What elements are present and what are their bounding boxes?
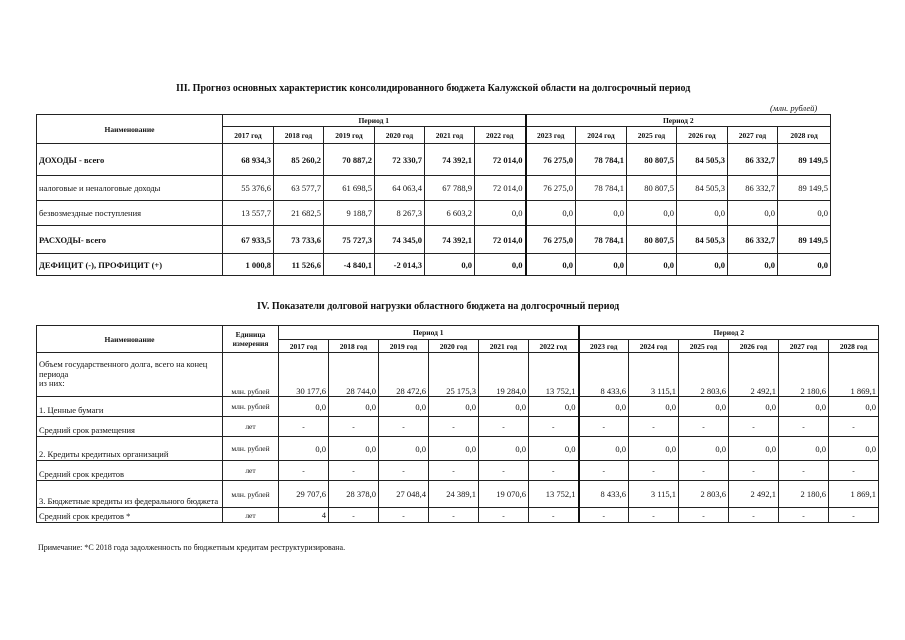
cell-value: 0,0: [829, 437, 879, 461]
cell-value: 76 275,0: [526, 176, 576, 201]
row-name: Объем государственного долга, всего на конец периода: [39, 358, 208, 379]
row-unit: лет: [223, 417, 279, 437]
cell-value: 0,0: [479, 397, 529, 417]
cell-value: 84 505,3: [677, 226, 728, 254]
cell-value: 0,0: [279, 397, 329, 417]
cell-value: 6 603,2: [425, 201, 475, 226]
header-period1: Период 1: [279, 326, 579, 340]
cell-value: -: [729, 417, 779, 437]
cell-value: -: [579, 417, 629, 437]
cell-value: 72 330,7: [375, 144, 425, 176]
row-unit: лет: [223, 508, 279, 523]
cell-value: 0,0: [529, 397, 579, 417]
cell-value: 0,0: [379, 437, 429, 461]
cell-value: 27 048,4: [379, 481, 429, 508]
row-unit: лет: [223, 461, 279, 481]
cell-value: 67 788,9: [425, 176, 475, 201]
cell-value: 13 752,1: [529, 353, 579, 397]
cell-value: -: [479, 461, 529, 481]
table-row: [37, 397, 879, 417]
cell-value: 0,0: [429, 437, 479, 461]
cell-value: 3 115,1: [629, 481, 679, 508]
section4-title: IV. Показатели долговой нагрузки областного бюджета на долгосрочный период: [257, 301, 620, 312]
year-header: 2019 год: [379, 340, 429, 353]
cell-value: 0,0: [475, 201, 526, 226]
cell-value: 0,0: [728, 254, 778, 276]
cell-value: -: [829, 417, 879, 437]
year-header: 2021 год: [479, 340, 529, 353]
footnote: Примечание: *С 2018 года задолженность по бюджетным кредитам реструктуризирована.: [38, 543, 346, 552]
cell-value: 9 188,7: [324, 201, 375, 226]
cell-value: 1 869,1: [829, 481, 879, 508]
cell-value: 0,0: [729, 437, 779, 461]
cell-value: 29 707,6: [279, 481, 329, 508]
table-row: [37, 481, 879, 508]
cell-value: 70 887,2: [324, 144, 375, 176]
debt-load-table: [36, 325, 879, 523]
cell-value: 2 803,6: [679, 481, 729, 508]
cell-value: 0,0: [677, 201, 728, 226]
cell-value: 78 784,1: [576, 226, 627, 254]
year-header: 2017 год: [223, 127, 274, 144]
table-row: [37, 144, 831, 176]
row-unit: млн. рублей: [223, 353, 279, 397]
row-sub-label: из них:: [39, 378, 65, 389]
cell-value: 74 392,1: [425, 144, 475, 176]
cell-value: 19 284,0: [479, 353, 529, 397]
cell-value: -: [529, 508, 579, 523]
cell-value: 2 180,6: [779, 481, 829, 508]
cell-value: -: [679, 461, 729, 481]
year-header: 2025 год: [627, 127, 677, 144]
cell-value: 72 014,0: [475, 226, 526, 254]
year-header: 2022 год: [475, 127, 526, 144]
table-row: [37, 461, 879, 481]
cell-value: 0,0: [576, 201, 627, 226]
cell-value: 3 115,1: [629, 353, 679, 397]
table-row: [37, 176, 831, 201]
cell-value: 80 807,5: [627, 176, 677, 201]
table-row: [37, 226, 831, 254]
cell-value: 11 526,6: [274, 254, 324, 276]
cell-value: 86 332,7: [728, 144, 778, 176]
cell-value: 0,0: [479, 437, 529, 461]
year-header: 2023 год: [526, 127, 576, 144]
cell-value: 84 505,3: [677, 144, 728, 176]
cell-value: 0,0: [579, 437, 629, 461]
cell-value: 0,0: [679, 397, 729, 417]
cell-value: -: [729, 508, 779, 523]
year-header: 2024 год: [629, 340, 679, 353]
year-header: 2019 год: [324, 127, 375, 144]
row-name: Средний срок кредитов *: [39, 511, 131, 522]
cell-value: -: [379, 461, 429, 481]
cell-value: -: [829, 508, 879, 523]
cell-value: 74 392,1: [425, 226, 475, 254]
cell-value: -: [629, 461, 679, 481]
cell-value: -: [429, 508, 479, 523]
cell-value: -: [529, 417, 579, 437]
cell-value: 2 492,1: [729, 481, 779, 508]
cell-value: 89 149,5: [778, 226, 831, 254]
year-header: 2018 год: [329, 340, 379, 353]
header-name: Наименование: [37, 115, 223, 144]
cell-value: -: [379, 417, 429, 437]
cell-value: 63 577,7: [274, 176, 324, 201]
header-period2: Период 2: [579, 326, 879, 340]
cell-value: 1 000,8: [223, 254, 274, 276]
section3-title: III. Прогноз основных характеристик консолидированного бюджета Калужской области на долгосрочный период: [176, 83, 691, 94]
cell-value: 72 014,0: [475, 176, 526, 201]
cell-value: 0,0: [579, 397, 629, 417]
cell-value: 4: [279, 508, 329, 523]
cell-value: -: [429, 461, 479, 481]
budget-forecast-table: [36, 114, 831, 276]
cell-value: 0,0: [627, 201, 677, 226]
cell-value: 0,0: [379, 397, 429, 417]
year-header: 2021 год: [425, 127, 475, 144]
header-period2: Период 2: [526, 115, 831, 127]
cell-value: 75 727,3: [324, 226, 375, 254]
cell-value: 64 063,4: [375, 176, 425, 201]
cell-value: 86 332,7: [728, 176, 778, 201]
year-header: 2017 год: [279, 340, 329, 353]
cell-value: 0,0: [729, 397, 779, 417]
cell-value: 2 492,1: [729, 353, 779, 397]
cell-value: 1 869,1: [829, 353, 879, 397]
row-name: ДЕФИЦИТ (-), ПРОФИЦИТ (+): [37, 254, 223, 276]
cell-value: 74 345,0: [375, 226, 425, 254]
cell-value: -: [779, 508, 829, 523]
cell-value: 25 175,3: [429, 353, 479, 397]
cell-value: 8 433,6: [579, 481, 629, 508]
cell-value: 0,0: [679, 437, 729, 461]
cell-value: 0,0: [778, 201, 831, 226]
row-name: 2. Кредиты кредитных организаций: [39, 449, 169, 460]
table-row: [37, 417, 879, 437]
cell-value: 89 149,5: [778, 176, 831, 201]
cell-value: 8 267,3: [375, 201, 425, 226]
cell-value: -: [379, 508, 429, 523]
row-name: РАСХОДЫ- всего: [37, 226, 223, 254]
cell-value: 61 698,5: [324, 176, 375, 201]
cell-value: -: [729, 461, 779, 481]
cell-value: 0,0: [526, 254, 576, 276]
cell-value: -: [829, 461, 879, 481]
cell-value: -: [679, 508, 729, 523]
year-header: 2026 год: [677, 127, 728, 144]
cell-value: 21 682,5: [274, 201, 324, 226]
cell-value: -: [329, 417, 379, 437]
cell-value: 72 014,0: [475, 144, 526, 176]
cell-value: -: [629, 417, 679, 437]
cell-value: 0,0: [576, 254, 627, 276]
cell-value: 0,0: [829, 397, 879, 417]
table-row: [37, 201, 831, 226]
cell-value: 0,0: [778, 254, 831, 276]
cell-value: -: [579, 461, 629, 481]
row-unit: млн. рублей: [223, 397, 279, 417]
cell-value: 30 177,6: [279, 353, 329, 397]
cell-value: 2 180,6: [779, 353, 829, 397]
cell-value: 86 332,7: [728, 226, 778, 254]
cell-value: 19 070,6: [479, 481, 529, 508]
cell-value: 28 378,0: [329, 481, 379, 508]
year-header: 2022 год: [529, 340, 579, 353]
cell-value: 0,0: [779, 437, 829, 461]
cell-value: 0,0: [425, 254, 475, 276]
year-header: 2027 год: [779, 340, 829, 353]
cell-value: 80 807,5: [627, 226, 677, 254]
cell-value: -: [629, 508, 679, 523]
row-unit: млн. рублей: [223, 481, 279, 508]
cell-value: 0,0: [475, 254, 526, 276]
year-header: 2024 год: [576, 127, 627, 144]
table-row: [37, 437, 879, 461]
cell-value: 0,0: [279, 437, 329, 461]
cell-value: 78 784,1: [576, 144, 627, 176]
cell-value: 76 275,0: [526, 144, 576, 176]
row-name: 1. Ценные бумаги: [39, 405, 104, 416]
cell-value: 13 557,7: [223, 201, 274, 226]
cell-value: 76 275,0: [526, 226, 576, 254]
year-header: 2020 год: [375, 127, 425, 144]
cell-value: 2 803,6: [679, 353, 729, 397]
cell-value: 0,0: [779, 397, 829, 417]
cell-value: 0,0: [629, 437, 679, 461]
cell-value: 55 376,6: [223, 176, 274, 201]
table-row: [37, 254, 831, 276]
cell-value: 0,0: [329, 437, 379, 461]
cell-value: -4 840,1: [324, 254, 375, 276]
header-period1: Период 1: [223, 115, 526, 127]
year-header: 2027 год: [728, 127, 778, 144]
year-header: 2020 год: [429, 340, 479, 353]
cell-value: -: [479, 417, 529, 437]
cell-value: -: [279, 461, 329, 481]
cell-value: 85 260,2: [274, 144, 324, 176]
year-header: 2026 год: [729, 340, 779, 353]
cell-value: 0,0: [629, 397, 679, 417]
cell-value: -: [779, 461, 829, 481]
cell-value: -2 014,3: [375, 254, 425, 276]
table-row: [37, 508, 879, 523]
cell-value: 28 744,0: [329, 353, 379, 397]
cell-value: -: [679, 417, 729, 437]
row-name: налоговые и неналоговые доходы: [37, 176, 223, 201]
header-name: Наименование: [37, 326, 223, 353]
cell-value: -: [279, 417, 329, 437]
row-unit: млн. рублей: [223, 437, 279, 461]
cell-value: 28 472,6: [379, 353, 429, 397]
cell-value: 84 505,3: [677, 176, 728, 201]
cell-value: -: [429, 417, 479, 437]
cell-value: 80 807,5: [627, 144, 677, 176]
cell-value: -: [329, 461, 379, 481]
row-name: безвозмездные поступления: [37, 201, 223, 226]
unit-label: (млн. рублей): [770, 103, 818, 113]
cell-value: 89 149,5: [778, 144, 831, 176]
cell-value: 67 933,5: [223, 226, 274, 254]
year-header: 2028 год: [829, 340, 879, 353]
cell-value: -: [779, 417, 829, 437]
cell-value: 0,0: [329, 397, 379, 417]
cell-value: -: [579, 508, 629, 523]
cell-value: 73 733,6: [274, 226, 324, 254]
header-unit-line1: Единица: [235, 330, 266, 339]
cell-value: 0,0: [627, 254, 677, 276]
table-row: [37, 353, 879, 397]
header-unit-line2: измерения: [232, 339, 269, 348]
cell-value: 78 784,1: [576, 176, 627, 201]
cell-value: 0,0: [526, 201, 576, 226]
row-name: ДОХОДЫ - всего: [37, 144, 223, 176]
cell-value: 24 389,1: [429, 481, 479, 508]
cell-value: 13 752,1: [529, 481, 579, 508]
year-header: 2028 год: [778, 127, 831, 144]
row-name: 3. Бюджетные кредиты из федерального бюджета: [39, 496, 219, 507]
cell-value: 68 934,3: [223, 144, 274, 176]
cell-value: 0,0: [728, 201, 778, 226]
year-header: 2018 год: [274, 127, 324, 144]
cell-value: 0,0: [677, 254, 728, 276]
cell-value: -: [329, 508, 379, 523]
year-header: 2025 год: [679, 340, 729, 353]
year-header: 2023 год: [579, 340, 629, 353]
cell-value: 0,0: [529, 437, 579, 461]
cell-value: -: [529, 461, 579, 481]
row-name: Средний срок кредитов: [39, 469, 124, 480]
cell-value: 8 433,6: [579, 353, 629, 397]
cell-value: -: [479, 508, 529, 523]
row-name: Средний срок размещения: [39, 425, 135, 436]
cell-value: 0,0: [429, 397, 479, 417]
